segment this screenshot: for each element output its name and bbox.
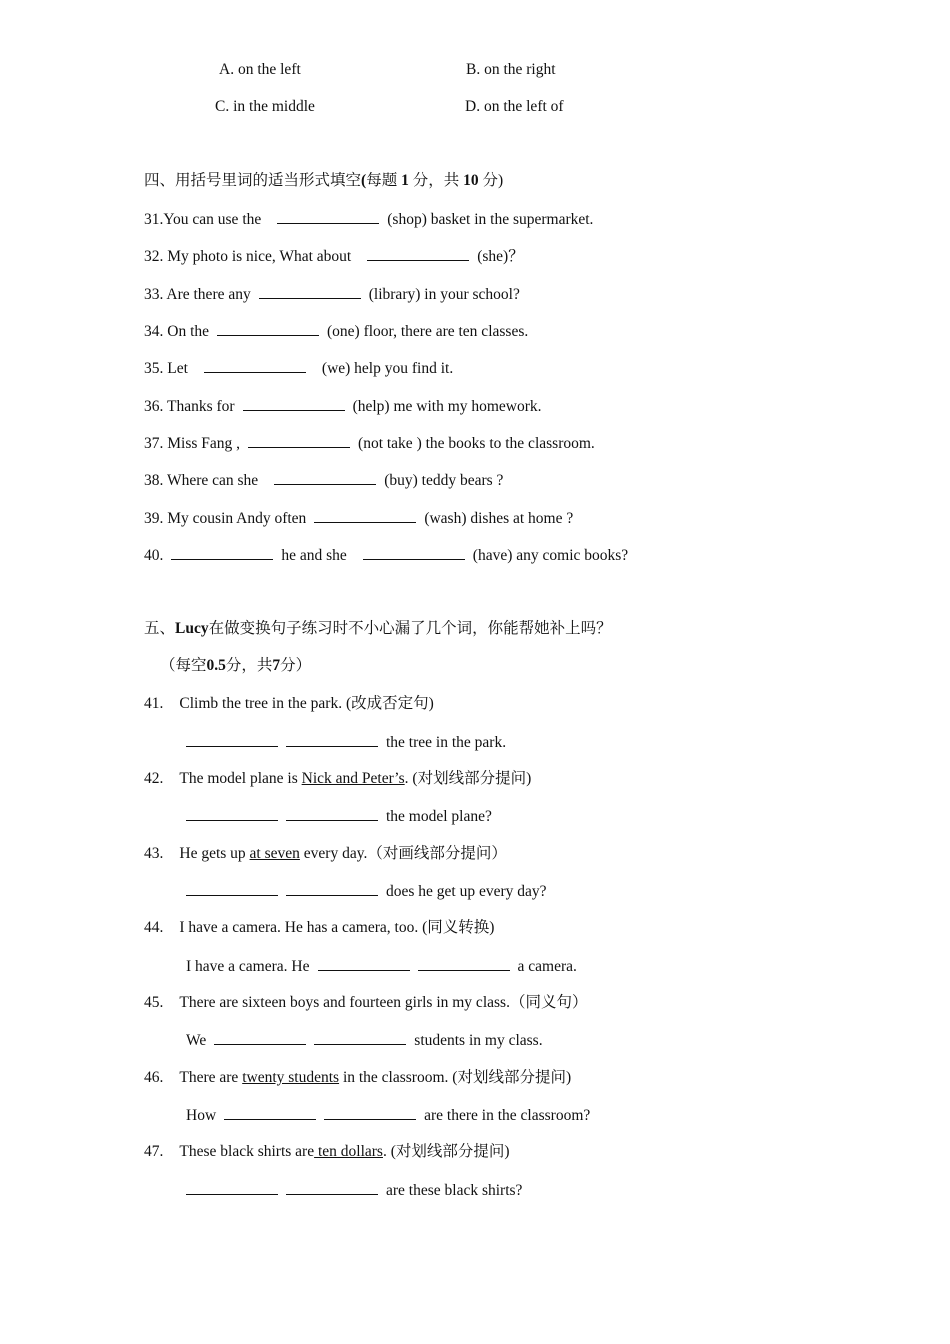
answer-blank[interactable]	[274, 470, 376, 485]
question-43: 43. He gets up at seven every day.（对画线部分提问）	[144, 845, 507, 862]
question-33: 33. Are there any (library) in your school?	[144, 286, 520, 303]
section5-heading: 五、Lucy在做变换句子练习时不小心漏了几个词，你能帮她补上吗？	[144, 620, 612, 637]
question-47-answer: are these black shirts?	[186, 1180, 522, 1201]
answer-blank[interactable]	[367, 246, 469, 261]
answer-blank[interactable]	[214, 1030, 306, 1045]
answer-blank[interactable]	[186, 1180, 278, 1195]
question-45: 45. There are sixteen boys and fourteen girls in my class.（同义句）	[144, 994, 588, 1011]
question-47: 47. These black shirts are ten dollars. (对划线部分提问)	[144, 1143, 510, 1160]
option-a: A. on the left	[219, 61, 301, 78]
question-44: 44. I have a camera. He has a camera, too. (同义转换)	[144, 919, 495, 936]
answer-blank[interactable]	[217, 321, 319, 336]
answer-blank[interactable]	[318, 956, 410, 971]
question-32: 32. My photo is nice, What about (she)？	[144, 248, 524, 265]
question-42: 42. The model plane is Nick and Peter’s. (对划线部分提问)	[144, 770, 532, 787]
answer-blank[interactable]	[324, 1105, 416, 1120]
question-41-answer: the tree in the park.	[186, 732, 506, 753]
answer-blank[interactable]	[243, 396, 345, 411]
answer-blank[interactable]	[314, 508, 416, 523]
section4-heading: 四、用括号里词的适当形式填空(每题 1 分，共 10 分)	[144, 172, 504, 189]
answer-blank[interactable]	[286, 1180, 378, 1195]
option-d: D. on the left of	[465, 98, 564, 115]
answer-blank[interactable]	[186, 732, 278, 747]
question-31: 31.You can use the (shop) basket in the supermarket.	[144, 211, 594, 228]
answer-blank[interactable]	[277, 209, 379, 224]
answer-blank[interactable]	[186, 806, 278, 821]
question-43-answer: does he get up every day?	[186, 881, 547, 902]
answer-blank[interactable]	[248, 433, 350, 448]
answer-blank[interactable]	[363, 545, 465, 560]
answer-blank[interactable]	[314, 1030, 406, 1045]
question-40: 40. he and she (have) any comic books?	[144, 547, 629, 564]
option-c: C. in the middle	[215, 98, 315, 115]
question-42-answer: the model plane?	[186, 806, 492, 827]
answer-blank[interactable]	[286, 881, 378, 896]
answer-blank[interactable]	[224, 1105, 316, 1120]
question-41: 41. Climb the tree in the park. (改成否定句)	[144, 695, 434, 712]
question-46-answer: How are there in the classroom?	[186, 1107, 591, 1124]
question-39: 39. My cousin Andy often (wash) dishes at home ?	[144, 510, 574, 527]
section5-subheading: （每空0.5分，共7分）	[160, 657, 312, 674]
question-35: 35. Let (we) help you find it.	[144, 360, 454, 377]
question-34: 34. On the (one) floor, there are ten classes.	[144, 323, 529, 340]
answer-blank[interactable]	[286, 732, 378, 747]
question-36: 36. Thanks for (help) me with my homework.	[144, 398, 542, 415]
question-38: 38. Where can she (buy) teddy bears ?	[144, 472, 504, 489]
answer-blank[interactable]	[171, 545, 273, 560]
answer-blank[interactable]	[286, 806, 378, 821]
answer-blank[interactable]	[186, 881, 278, 896]
question-45-answer: We students in my class.	[186, 1032, 543, 1049]
question-44-answer: I have a camera. He a camera.	[186, 958, 577, 975]
answer-blank[interactable]	[418, 956, 510, 971]
question-37: 37. Miss Fang , (not take ) the books to the classroom.	[144, 435, 595, 452]
answer-blank[interactable]	[259, 284, 361, 299]
option-b: B. on the right	[466, 61, 556, 78]
question-46: 46. There are twenty students in the classroom. (对划线部分提问)	[144, 1069, 572, 1086]
answer-blank[interactable]	[204, 358, 306, 373]
